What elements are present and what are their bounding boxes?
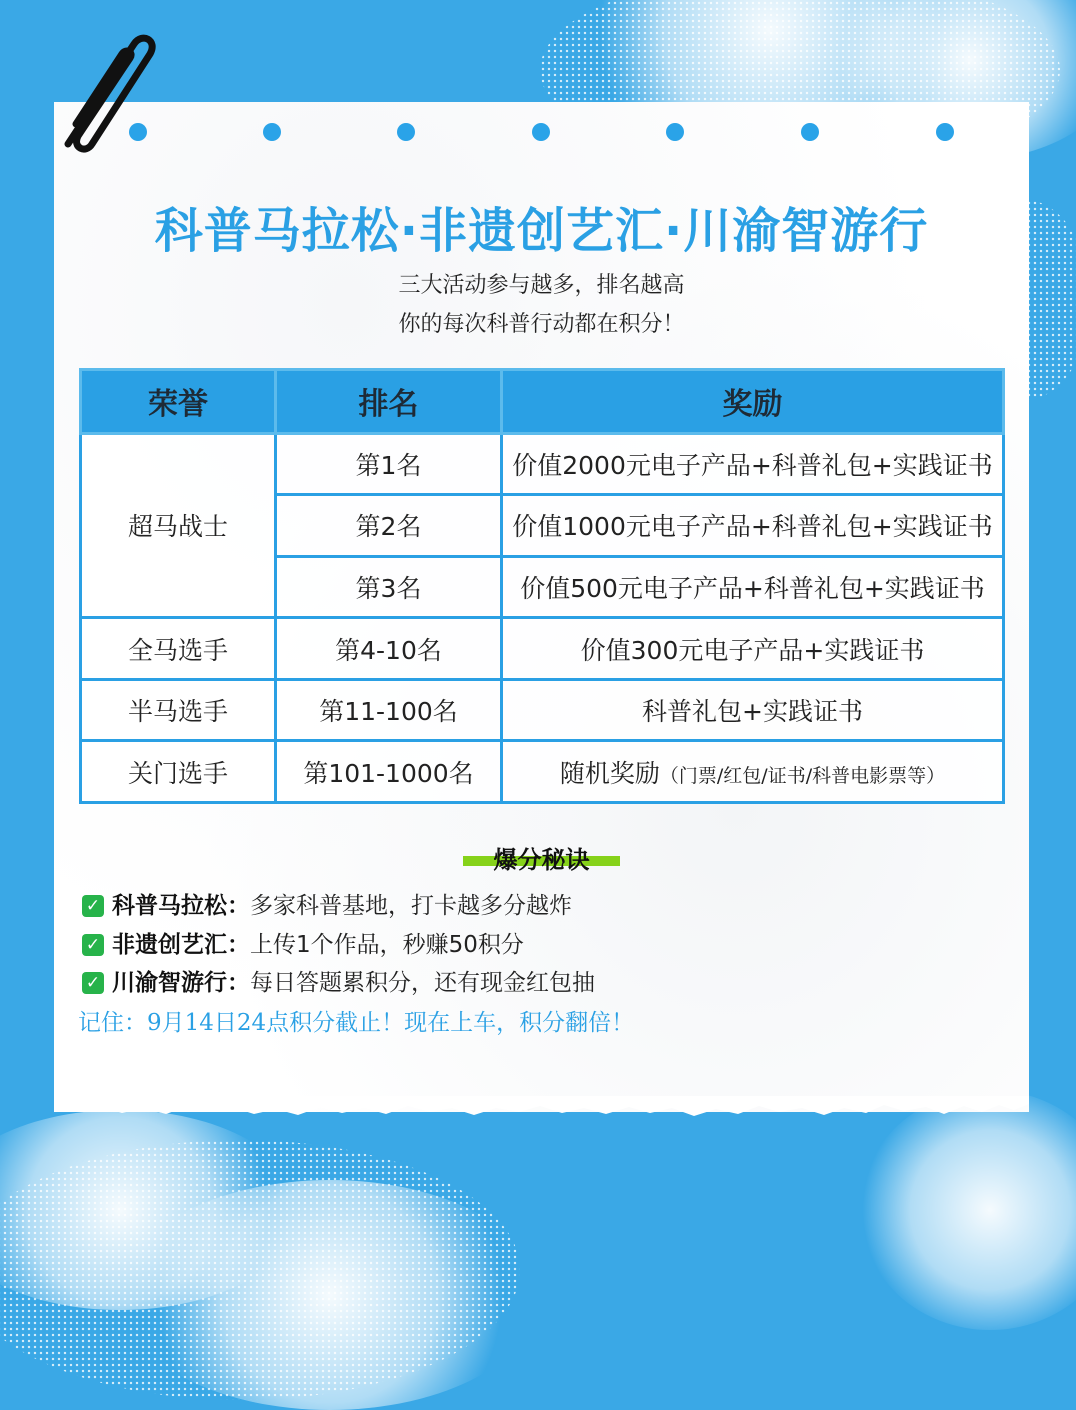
table-row (81, 618, 1004, 680)
rank-cell: 第3名 (276, 556, 502, 618)
reward-cell: 价值300元电子产品+实践证书 (502, 618, 1004, 680)
check-square-icon: ✓ (82, 934, 104, 956)
cloud-decoration (0, 1110, 300, 1310)
reward-cell: 价值2000元电子产品+科普礼包+实践证书 (502, 433, 1004, 495)
tip-label: 川渝智游行： (112, 970, 250, 996)
binder-hole (397, 123, 415, 141)
rank-cell: 第2名 (276, 495, 502, 557)
check-square-icon: ✓ (82, 972, 104, 994)
check-square-icon: ✓ (82, 895, 104, 917)
tips-heading (463, 840, 620, 874)
tip-item (82, 964, 595, 994)
reward-cell (502, 741, 1004, 803)
tip-text: 多家科普基地，打卡越多分越炸 (250, 893, 572, 919)
reward-cell: 价值1000元电子产品+科普礼包+实践证书 (502, 495, 1004, 557)
ranking-table (79, 368, 1005, 804)
torn-edge (54, 1096, 1029, 1122)
table-row (81, 433, 1004, 495)
page-title: 科普马拉松·非遗创艺汇·川渝智游行 (154, 203, 929, 259)
honor-cell: 超马战士 (81, 433, 276, 618)
table-header-row (81, 370, 1004, 434)
honor-cell: 关门选手 (81, 741, 276, 803)
rank-cell: 第4-10名 (276, 618, 502, 680)
binder-hole (666, 123, 684, 141)
honor-cell: 全马选手 (81, 618, 276, 680)
binder-hole (532, 123, 550, 141)
speckle-decoration (0, 1140, 520, 1400)
tip-label: 非遗创艺汇： (112, 932, 250, 958)
binder-hole (936, 123, 954, 141)
tip-item (82, 926, 524, 956)
binder-hole (263, 123, 281, 141)
honor-cell: 半马选手 (81, 679, 276, 741)
table-row (81, 741, 1004, 803)
rank-cell: 第11-100名 (276, 679, 502, 741)
tip-item (82, 887, 572, 917)
paper-card (54, 102, 1029, 1112)
paperclip-icon (56, 26, 166, 161)
reward-text: 随机奖励 (559, 758, 660, 788)
rank-cell: 第1名 (276, 433, 502, 495)
header-reward: 奖励 (502, 370, 1004, 434)
reward-note: （门票/红包/证书/科普电影票等） (659, 764, 946, 787)
subtitle-line-1: 三大活动参与越多，排名越高 (398, 273, 685, 298)
tips-heading-text: 爆分秘诀 (493, 846, 590, 874)
tip-text: 上传1个作品，秒赚50积分 (250, 932, 524, 958)
binder-hole (801, 123, 819, 141)
table-row (81, 679, 1004, 741)
cloud-decoration (860, 1090, 1076, 1330)
tip-text: 每日答题累积分，还有现金红包抽 (250, 970, 595, 996)
cloud-decoration (120, 1180, 540, 1410)
rank-cell: 第101-1000名 (276, 741, 502, 803)
deadline-reminder: 记住：9月14日24点积分截止！现在上车，积分翻倍！ (78, 1010, 635, 1036)
reward-cell: 科普礼包+实践证书 (502, 679, 1004, 741)
reward-cell: 价值500元电子产品+科普礼包+实践证书 (502, 556, 1004, 618)
tip-label: 科普马拉松： (112, 893, 250, 919)
header-rank: 排名 (276, 370, 502, 434)
header-honor: 荣誉 (81, 370, 276, 434)
subtitle-line-2: 你的每次科普行动都在积分！ (398, 312, 685, 337)
